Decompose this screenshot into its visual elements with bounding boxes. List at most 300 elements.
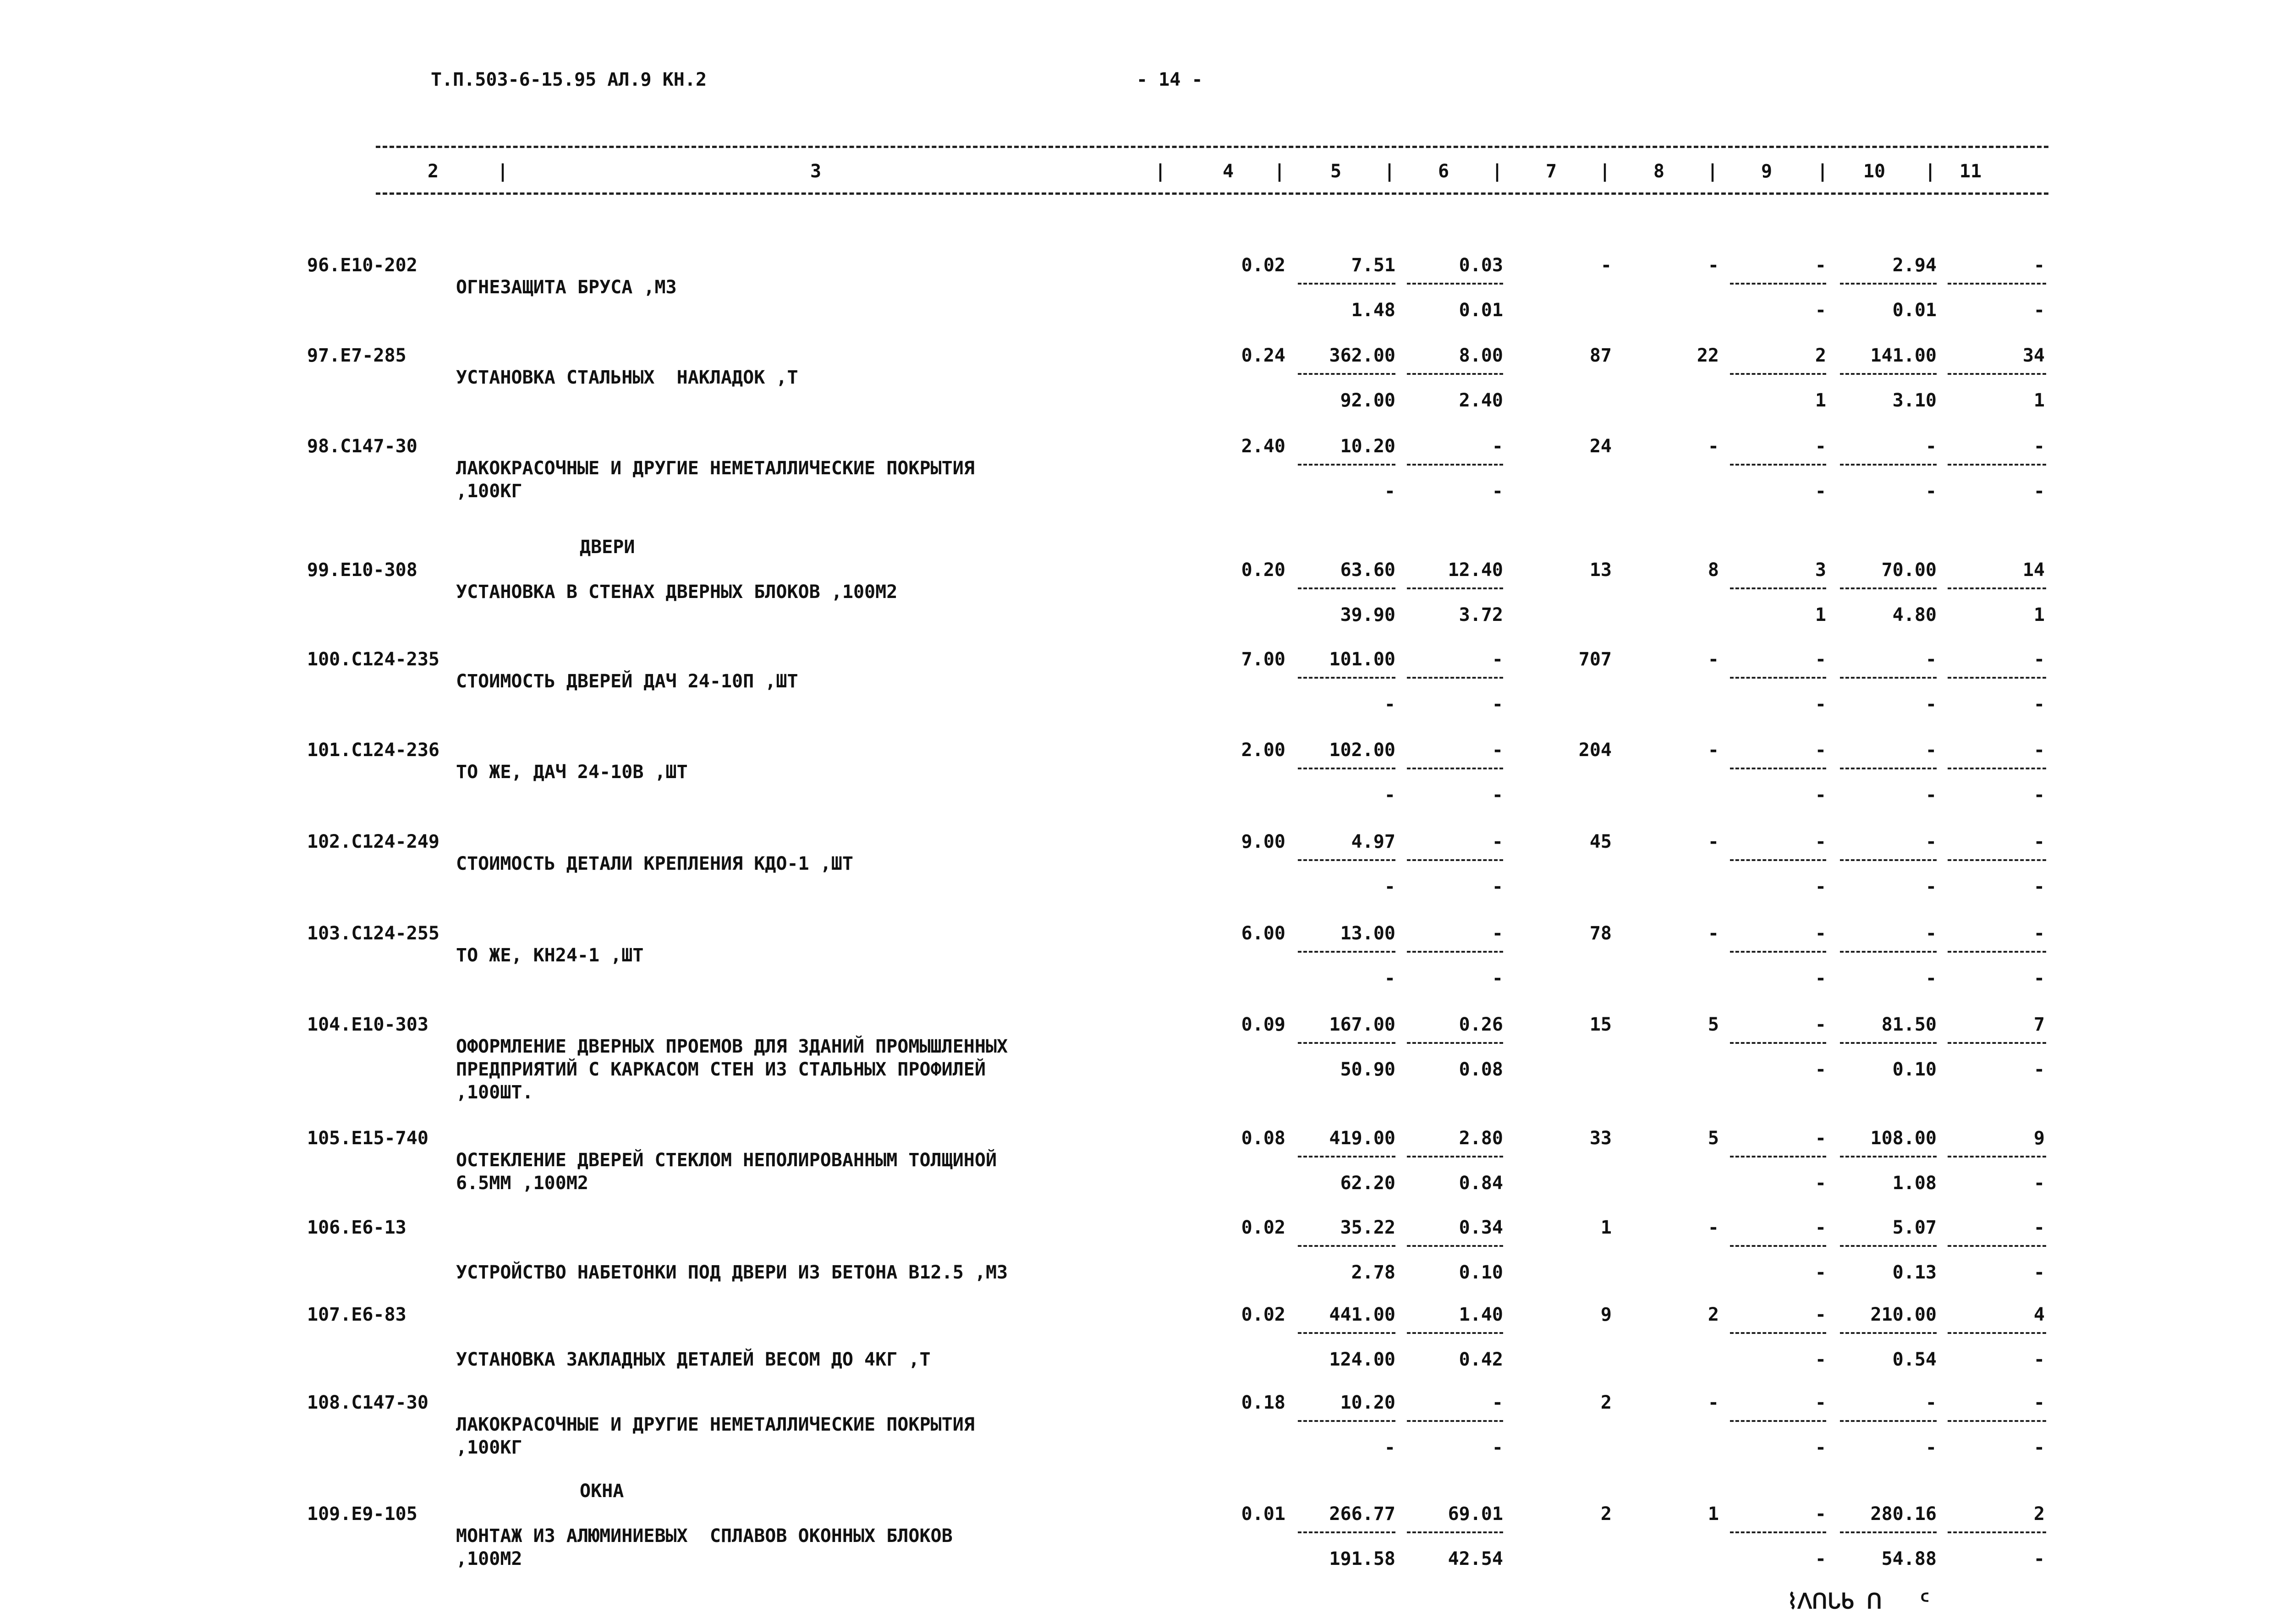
row-col9-bottom: - (1815, 785, 1826, 806)
row-description: ТО ЖЕ, КН24-1 ,ШТ (456, 945, 644, 966)
row-quantity: 0.08 (1241, 1128, 1285, 1149)
fraction-rule (1730, 1156, 1826, 1158)
row-col7: 33 (1589, 1128, 1612, 1149)
fraction-rule (1730, 1531, 1826, 1533)
row-description: ,100М2 (456, 1548, 522, 1569)
row-col10-bottom: 54.88 (1881, 1548, 1937, 1569)
row-quantity: 0.18 (1241, 1392, 1285, 1413)
row-col5-bottom: 50.90 (1340, 1059, 1395, 1080)
row-col9-bottom: 1 (1815, 604, 1826, 625)
row-col11-top: - (2033, 923, 2045, 944)
fraction-rule (1298, 951, 1395, 953)
row-col7: 707 (1578, 649, 1612, 670)
row-description: ЛАКОКРАСОЧНЫЕ И ДРУГИЕ НЕМЕТАЛЛИЧЕСКИЕ ПОКРЫТИЯ (456, 458, 975, 479)
row-col5-bottom: - (1384, 694, 1395, 715)
row-col9-bottom: - (1815, 876, 1826, 897)
row-col9-bottom: - (1815, 1349, 1826, 1370)
column-separator: | (1384, 161, 1395, 182)
row-code: 99.Е10-308 (307, 560, 417, 581)
row-col7: 45 (1589, 831, 1612, 852)
row-col7: 2 (1600, 1392, 1612, 1413)
row-col10-top: - (1925, 831, 1937, 852)
column-header-10: 10 (1863, 161, 1886, 182)
fraction-rule (1840, 587, 1937, 589)
row-col8: 5 (1707, 1128, 1719, 1149)
header-rule-bottom (376, 192, 2048, 195)
row-col8: - (1707, 255, 1719, 276)
row-col9-bottom: - (1815, 481, 1826, 502)
row-col11-bottom: - (2033, 785, 2045, 806)
column-header-4: 4 (1222, 161, 1234, 182)
fraction-rule (1407, 587, 1503, 589)
row-col6-top: - (1492, 923, 1503, 944)
row-col6-top: 2.80 (1459, 1128, 1503, 1149)
fraction-rule (1298, 373, 1395, 375)
row-col5-bottom: - (1384, 1437, 1395, 1458)
fraction-rule (1407, 1332, 1503, 1334)
row-col9-bottom: - (1815, 1262, 1826, 1283)
fraction-rule (1948, 677, 2046, 679)
row-description: УСТАНОВКА ЗАКЛАДНЫХ ДЕТАЛЕЙ ВЕСОМ ДО 4КГ ,Т (456, 1349, 931, 1370)
row-col8: - (1707, 831, 1719, 852)
fraction-rule (1298, 1332, 1395, 1334)
row-col5-top: 362.00 (1329, 345, 1395, 366)
row-description: УСТРОЙСТВО НАБЕТОНКИ ПОД ДВЕРИ ИЗ БЕТОНА В12.5 ,М3 (456, 1262, 1008, 1283)
row-col6-bottom: - (1492, 694, 1503, 715)
row-col5-top: 35.22 (1340, 1217, 1395, 1238)
row-col11-bottom: - (2033, 300, 2045, 321)
row-col10-bottom: 3.10 (1892, 390, 1937, 411)
row-col10-top: 2.94 (1892, 255, 1937, 276)
fraction-rule (1407, 677, 1503, 679)
row-col9-top: - (1815, 1217, 1826, 1238)
row-quantity: 0.20 (1241, 560, 1285, 581)
column-header-5: 5 (1330, 161, 1342, 182)
fraction-rule (1948, 1531, 2046, 1533)
fraction-rule (1730, 1245, 1826, 1247)
row-col11-top: - (2033, 831, 2045, 852)
row-col5-top: 167.00 (1329, 1014, 1395, 1035)
fraction-rule (1298, 859, 1395, 861)
row-col8: 8 (1707, 560, 1719, 581)
row-col10-top: 280.16 (1870, 1503, 1937, 1525)
column-separator: | (1925, 161, 1936, 182)
row-col9-bottom: - (1815, 1548, 1826, 1569)
row-col6-bottom: - (1492, 968, 1503, 989)
fraction-rule (1730, 464, 1826, 466)
row-quantity: 0.02 (1241, 1304, 1285, 1325)
row-col5-bottom: - (1384, 481, 1395, 502)
row-col5-bottom: 124.00 (1329, 1349, 1395, 1370)
row-col5-top: 266.77 (1329, 1503, 1395, 1525)
row-col8: 5 (1707, 1014, 1719, 1035)
row-description: УСТАНОВКА В СТЕНАХ ДВЕРНЫХ БЛОКОВ ,100М2 (456, 582, 898, 603)
row-col10-bottom: - (1925, 481, 1937, 502)
row-col6-top: - (1492, 436, 1503, 457)
row-col10-top: - (1925, 923, 1937, 944)
fraction-rule (1840, 1156, 1937, 1158)
fraction-rule (1407, 1420, 1503, 1422)
fraction-rule (1730, 283, 1826, 285)
row-description: УСТАНОВКА СТАЛЬНЫХ НАКЛАДОК ,Т (456, 367, 798, 388)
row-col6-top: - (1492, 740, 1503, 761)
row-quantity: 0.02 (1241, 255, 1285, 276)
fraction-rule (1407, 1531, 1503, 1533)
fraction-rule (1948, 1420, 2046, 1422)
column-separator: | (1155, 161, 1166, 182)
row-col10-top: 108.00 (1870, 1128, 1937, 1149)
row-col6-top: 12.40 (1448, 560, 1503, 581)
row-col6-bottom: 0.42 (1459, 1349, 1503, 1370)
row-col9-top: - (1815, 1503, 1826, 1525)
row-col11-top: - (2033, 255, 2045, 276)
fraction-rule (1730, 859, 1826, 861)
column-separator: | (1817, 161, 1828, 182)
column-separator: | (1599, 161, 1611, 182)
row-col10-bottom: 0.13 (1892, 1262, 1937, 1283)
row-description: 6.5ММ ,100М2 (456, 1173, 588, 1194)
row-col9-bottom: - (1815, 1059, 1826, 1080)
row-description: ОФОРМЛЕНИЕ ДВЕРНЫХ ПРОЕМОВ ДЛЯ ЗДАНИЙ ПРОМЫШЛЕННЫХ (456, 1036, 1008, 1057)
column-header-8: 8 (1653, 161, 1665, 182)
row-col10-top: - (1925, 740, 1937, 761)
row-col10-bottom: - (1925, 876, 1937, 897)
row-col6-bottom: 2.40 (1459, 390, 1503, 411)
row-description: ,100КГ (456, 481, 522, 502)
row-col10-bottom: - (1925, 785, 1937, 806)
row-col10-top: 5.07 (1892, 1217, 1937, 1238)
fraction-rule (1407, 464, 1503, 466)
stamp-fragment: ⌇ᐱᑎᒐᑲ ᑎ ᑦ (1787, 1589, 1929, 1613)
row-col6-bottom: 0.08 (1459, 1059, 1503, 1080)
column-separator: | (497, 161, 509, 182)
row-description: ПРЕДПРИЯТИЙ С КАРКАСОМ СТЕН ИЗ СТАЛЬНЫХ ПРОФИЛЕЙ (456, 1059, 986, 1080)
fraction-rule (1730, 1332, 1826, 1334)
row-col6-bottom: - (1492, 1437, 1503, 1458)
row-col7: 24 (1589, 436, 1612, 457)
fraction-rule (1298, 677, 1395, 679)
row-col11-bottom: 1 (2033, 390, 2045, 411)
row-col5-top: 4.97 (1351, 831, 1395, 852)
fraction-rule (1948, 768, 2046, 769)
row-col7: 1 (1600, 1217, 1612, 1238)
row-code: 108.С147-30 (307, 1392, 428, 1413)
row-col7: 9 (1600, 1304, 1612, 1325)
column-separator: | (1492, 161, 1503, 182)
row-col8: 22 (1697, 345, 1719, 366)
row-quantity: 2.00 (1241, 740, 1285, 761)
row-col9-bottom: 1 (1815, 390, 1826, 411)
row-col8: 1 (1707, 1503, 1719, 1525)
row-col6-bottom: 0.10 (1459, 1262, 1503, 1283)
row-col6-bottom: 3.72 (1459, 604, 1503, 625)
row-col8: - (1707, 740, 1719, 761)
row-col10-bottom: 0.01 (1892, 300, 1937, 321)
row-col10-bottom: 1.08 (1892, 1173, 1937, 1194)
row-code: 109.Е9-105 (307, 1503, 417, 1525)
row-description: СТОИМОСТЬ ДВЕРЕЙ ДАЧ 24-10П ,ШТ (456, 671, 798, 692)
fraction-rule (1840, 1420, 1937, 1422)
row-col6-top: - (1492, 649, 1503, 670)
row-col9-top: 3 (1815, 560, 1826, 581)
row-description: СТОИМОСТЬ ДЕТАЛИ КРЕПЛЕНИЯ КДО-1 ,ШТ (456, 853, 853, 874)
row-col11-top: - (2033, 1392, 2045, 1413)
row-col10-bottom: - (1925, 694, 1937, 715)
row-code: 96.Е10-202 (307, 255, 417, 276)
row-col9-top: - (1815, 436, 1826, 457)
row-col11-top: - (2033, 649, 2045, 670)
row-col10-top: 141.00 (1870, 345, 1937, 366)
row-description: ТО ЖЕ, ДАЧ 24-10В ,ШТ (456, 762, 688, 783)
fraction-rule (1948, 283, 2046, 285)
row-col7: 2 (1600, 1503, 1612, 1525)
row-col5-bottom: 1.48 (1351, 300, 1395, 321)
row-col9-top: - (1815, 1304, 1826, 1325)
row-col5-top: 419.00 (1329, 1128, 1395, 1149)
row-col9-top: - (1815, 649, 1826, 670)
row-col5-top: 102.00 (1329, 740, 1395, 761)
row-col9-top: - (1815, 923, 1826, 944)
section-heading: ДВЕРИ (580, 537, 635, 558)
row-col6-top: 0.26 (1459, 1014, 1503, 1035)
row-description: ОСТЕКЛЕНИЕ ДВЕРЕЙ СТЕКЛОМ НЕПОЛИРОВАННЫМ ТОЛЩИНОЙ (456, 1150, 997, 1171)
row-code: 97.Е7-285 (307, 345, 406, 366)
fraction-rule (1298, 1042, 1395, 1044)
row-col8: - (1707, 436, 1719, 457)
row-code: 100.С124-235 (307, 649, 439, 670)
row-quantity: 0.02 (1241, 1217, 1285, 1238)
fraction-rule (1948, 587, 2046, 589)
fraction-rule (1298, 1531, 1395, 1533)
row-col11-top: - (2033, 436, 2045, 457)
row-col5-top: 7.51 (1351, 255, 1395, 276)
fraction-rule (1948, 951, 2046, 953)
row-code: 102.С124-249 (307, 831, 439, 852)
row-col5-bottom: 191.58 (1329, 1548, 1395, 1569)
row-col11-bottom: - (2033, 1548, 2045, 1569)
fraction-rule (1298, 283, 1395, 285)
row-col11-bottom: - (2033, 1437, 2045, 1458)
fraction-rule (1948, 1332, 2046, 1334)
fraction-rule (1948, 1042, 2046, 1044)
row-col10-bottom: 0.10 (1892, 1059, 1937, 1080)
row-col11-bottom: - (2033, 1173, 2045, 1194)
fraction-rule (1407, 768, 1503, 769)
row-col10-top: - (1925, 649, 1937, 670)
fraction-rule (1840, 373, 1937, 375)
fraction-rule (1298, 1245, 1395, 1247)
fraction-rule (1840, 1531, 1937, 1533)
fraction-rule (1298, 1420, 1395, 1422)
fraction-rule (1730, 951, 1826, 953)
row-description: МОНТАЖ ИЗ АЛЮМИНИЕВЫХ СПЛАВОВ ОКОННЫХ БЛОКОВ (456, 1525, 953, 1547)
row-col8: - (1707, 649, 1719, 670)
row-col11-top: 2 (2033, 1503, 2045, 1525)
section-heading: ОКНА (580, 1481, 624, 1502)
row-col11-bottom: - (2033, 1349, 2045, 1370)
row-col11-top: 9 (2033, 1128, 2045, 1149)
fraction-rule (1948, 373, 2046, 375)
row-col11-bottom: 1 (2033, 604, 2045, 625)
row-col6-bottom: 42.54 (1448, 1548, 1503, 1569)
row-col5-top: 10.20 (1340, 436, 1395, 457)
row-col11-top: 4 (2033, 1304, 2045, 1325)
row-quantity: 6.00 (1241, 923, 1285, 944)
row-col11-top: - (2033, 1217, 2045, 1238)
fraction-rule (1840, 1042, 1937, 1044)
row-col6-bottom: - (1492, 876, 1503, 897)
row-col5-bottom: - (1384, 876, 1395, 897)
row-col9-top: - (1815, 1128, 1826, 1149)
row-col9-bottom: - (1815, 968, 1826, 989)
row-quantity: 0.01 (1241, 1503, 1285, 1525)
row-col10-top: 81.50 (1881, 1014, 1937, 1035)
page-number: - 14 - (1136, 69, 1203, 90)
row-col5-bottom: - (1384, 785, 1395, 806)
fraction-rule (1730, 1420, 1826, 1422)
fraction-rule (1407, 373, 1503, 375)
row-col5-top: 441.00 (1329, 1304, 1395, 1325)
row-code: 98.С147-30 (307, 436, 417, 457)
row-quantity: 0.09 (1241, 1014, 1285, 1035)
fraction-rule (1407, 859, 1503, 861)
column-header-11: 11 (1959, 161, 1982, 182)
row-col6-bottom: 0.01 (1459, 300, 1503, 321)
row-col5-top: 10.20 (1340, 1392, 1395, 1413)
row-col7: 78 (1589, 923, 1612, 944)
row-col5-bottom: 62.20 (1340, 1173, 1395, 1194)
row-col5-top: 101.00 (1329, 649, 1395, 670)
row-col9-top: - (1815, 831, 1826, 852)
row-col9-top: 2 (1815, 345, 1826, 366)
row-col6-top: 8.00 (1459, 345, 1503, 366)
row-col11-top: 7 (2033, 1014, 2045, 1035)
row-code: 107.Е6-83 (307, 1304, 406, 1325)
row-col9-bottom: - (1815, 694, 1826, 715)
row-col8: - (1707, 923, 1719, 944)
row-col8: 2 (1707, 1304, 1719, 1325)
column-separator: | (1707, 161, 1718, 182)
row-col6-bottom: 0.84 (1459, 1173, 1503, 1194)
fraction-rule (1407, 1156, 1503, 1158)
row-col5-bottom: - (1384, 968, 1395, 989)
row-col6-top: 0.34 (1459, 1217, 1503, 1238)
row-col5-bottom: 39.90 (1340, 604, 1395, 625)
row-col10-bottom: - (1925, 1437, 1937, 1458)
row-col9-top: - (1815, 255, 1826, 276)
row-col7: 15 (1589, 1014, 1612, 1035)
row-quantity: 0.24 (1241, 345, 1285, 366)
fraction-rule (1407, 1042, 1503, 1044)
row-col10-top: 210.00 (1870, 1304, 1937, 1325)
row-quantity: 2.40 (1241, 436, 1285, 457)
fraction-rule (1948, 1156, 2046, 1158)
fraction-rule (1840, 283, 1937, 285)
column-header-6: 6 (1438, 161, 1449, 182)
row-col6-top: 69.01 (1448, 1503, 1503, 1525)
fraction-rule (1730, 373, 1826, 375)
fraction-rule (1840, 859, 1937, 861)
column-separator: | (1274, 161, 1285, 182)
fraction-rule (1407, 283, 1503, 285)
row-col5-bottom: 92.00 (1340, 390, 1395, 411)
row-col10-bottom: 4.80 (1892, 604, 1937, 625)
row-col9-top: - (1815, 740, 1826, 761)
row-col6-top: 1.40 (1459, 1304, 1503, 1325)
row-col10-top: - (1925, 436, 1937, 457)
row-col5-bottom: 2.78 (1351, 1262, 1395, 1283)
row-col9-bottom: - (1815, 1437, 1826, 1458)
row-col10-bottom: - (1925, 968, 1937, 989)
fraction-rule (1730, 587, 1826, 589)
fraction-rule (1298, 768, 1395, 769)
fraction-rule (1948, 859, 2046, 861)
row-col11-bottom: - (2033, 1059, 2045, 1080)
row-col11-bottom: - (2033, 876, 2045, 897)
row-code: 104.Е10-303 (307, 1014, 428, 1035)
column-header-7: 7 (1545, 161, 1557, 182)
row-col8: - (1707, 1217, 1719, 1238)
header-rule-top (376, 146, 2048, 148)
fraction-rule (1298, 1156, 1395, 1158)
row-col11-top: 14 (2022, 560, 2045, 581)
row-col11-bottom: - (2033, 968, 2045, 989)
row-code: 103.С124-255 (307, 923, 439, 944)
column-header-3: 3 (810, 161, 822, 182)
row-col8: - (1707, 1392, 1719, 1413)
fraction-rule (1730, 1042, 1826, 1044)
fraction-rule (1840, 464, 1937, 466)
row-col9-bottom: - (1815, 1173, 1826, 1194)
row-col5-top: 63.60 (1340, 560, 1395, 581)
row-description: ЛАКОКРАСОЧНЫЕ И ДРУГИЕ НЕМЕТАЛЛИЧЕСКИЕ ПОКРЫТИЯ (456, 1414, 975, 1435)
row-col6-top: 0.03 (1459, 255, 1503, 276)
fraction-rule (1298, 464, 1395, 466)
fraction-rule (1407, 1245, 1503, 1247)
row-col11-top: 34 (2022, 345, 2045, 366)
fraction-rule (1730, 677, 1826, 679)
fraction-rule (1948, 1245, 2046, 1247)
row-col9-top: - (1815, 1014, 1826, 1035)
row-col9-bottom: - (1815, 300, 1826, 321)
row-col11-bottom: - (2033, 481, 2045, 502)
row-code: 106.Е6-13 (307, 1217, 406, 1238)
row-col6-bottom: - (1492, 785, 1503, 806)
row-description: ОГНЕЗАЩИТА БРУСА ,М3 (456, 277, 677, 298)
row-col5-top: 13.00 (1340, 923, 1395, 944)
row-col10-bottom: 0.54 (1892, 1349, 1937, 1370)
row-col7: 204 (1578, 740, 1612, 761)
row-quantity: 9.00 (1241, 831, 1285, 852)
fraction-rule (1730, 768, 1826, 769)
doc-code: Т.П.503-6-15.95 АЛ.9 КН.2 (431, 69, 707, 90)
fraction-rule (1840, 677, 1937, 679)
row-col11-bottom: - (2033, 694, 2045, 715)
fraction-rule (1840, 951, 1937, 953)
fraction-rule (1298, 587, 1395, 589)
fraction-rule (1840, 1332, 1937, 1334)
row-col7: 13 (1589, 560, 1612, 581)
fraction-rule (1840, 768, 1937, 769)
row-col6-top: - (1492, 1392, 1503, 1413)
row-description: ,100ШТ. (456, 1082, 533, 1103)
row-col6-bottom: - (1492, 481, 1503, 502)
fraction-rule (1948, 464, 2046, 466)
row-col9-top: - (1815, 1392, 1826, 1413)
row-col11-top: - (2033, 740, 2045, 761)
row-description: ,100КГ (456, 1437, 522, 1458)
column-header-2: 2 (427, 161, 439, 182)
